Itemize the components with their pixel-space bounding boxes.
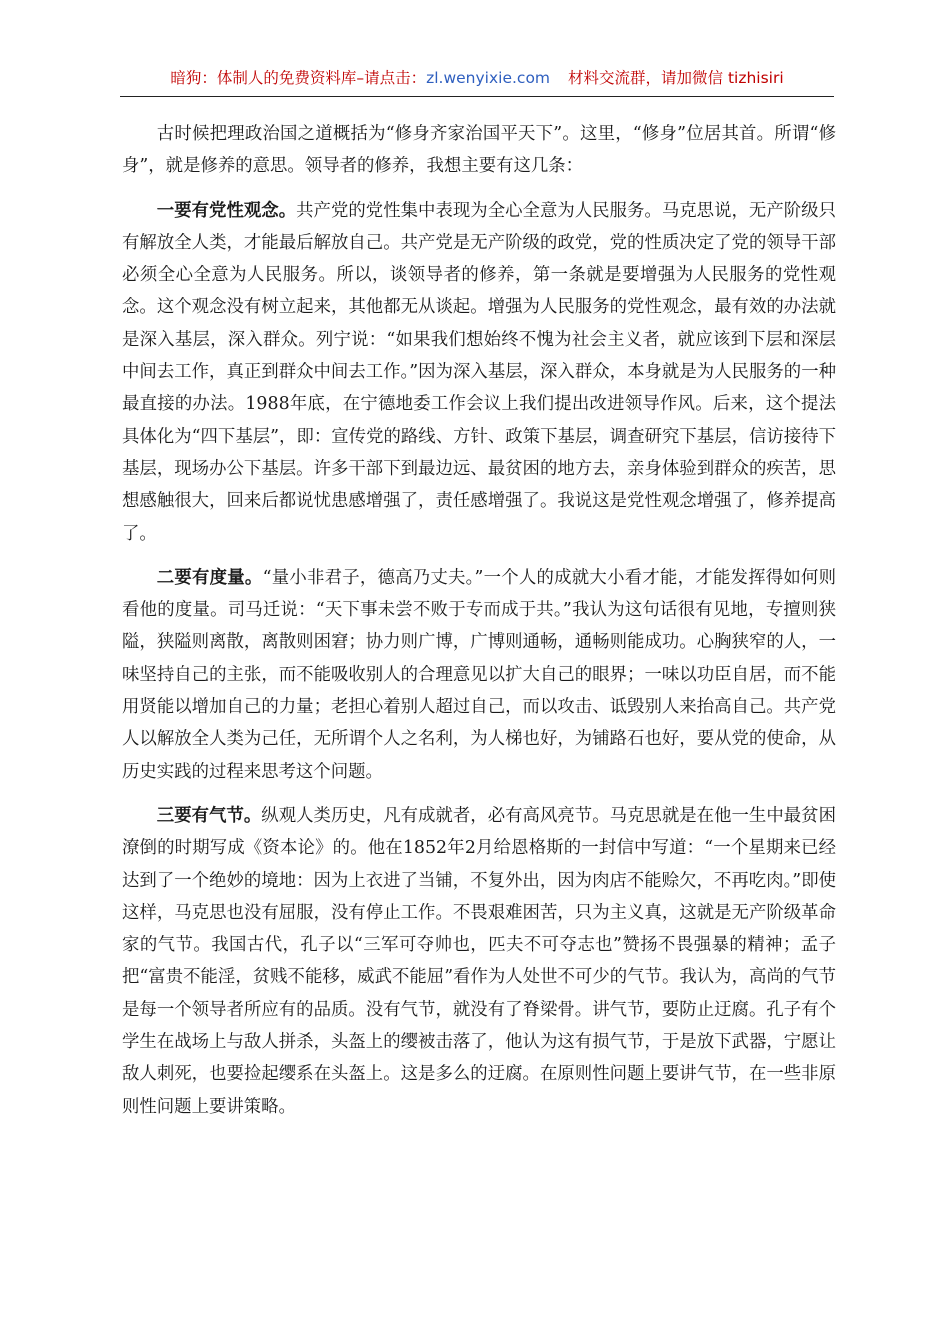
- paragraph-text: 共产党的党性集中表现为全心全意为人民服务。马克思说，无产阶级只有解放全人类，才能最后解放自己。共产党是无产阶级的政党，党的性质决定了党的领导干部必须全心全意为人民服务。所以，谈领导者的修养，第一条就是要增强为人民服务的党性观念。这个观念没有树立起来，其他都无从谈起。增强为人民服务的党性观念，最有效的办法就是深入基层，深入群众。列宁说：“如果我们想始终不愧为社会主义者，就应该到下层和深层中间去工作，真正到群众中间去工作。”因为深入基层，深入群众，本身就是为人民服务的一种最直接的办法。1988年底，在宁德地委工作会议上我们提出改进领导作风。后来，这个提法具体化为“四下基层”，即：宣传党的路线、方针、政策下基层，调查研究下基层，信访接待下基层，现场办公下基层。许多干部下到最边远、最贫困的地方去，亲身体验到群众的疾苦，思想感触很大，回来后都说忧患感增强了，责任感增强了。我说这是党性观念增强了，修养提高了。: [122, 200, 836, 544]
- paragraph-intro: [122, 118, 836, 183]
- header-cta: –请点击：: [356, 69, 427, 87]
- paragraph-lead: 二要有度量。: [156, 567, 263, 588]
- header-brand: 暗狗：体制人的免费资料库: [170, 69, 357, 87]
- paragraph-lead: 一要有党性观念。: [156, 200, 297, 221]
- paragraph-magnanimity: [122, 562, 836, 788]
- paragraph-lead: 三要有气节。: [156, 805, 262, 826]
- header-link[interactable]: zl.wenyixie.com: [426, 69, 551, 87]
- paragraph-party-spirit: [122, 195, 836, 550]
- header-contact: 材料交流群，请加微信 tizhisiri: [568, 69, 784, 87]
- article-body: [122, 118, 836, 1135]
- paragraph-integrity: [122, 800, 836, 1123]
- paragraph-text: 纵观人类历史，凡有成就者，必有高风亮节。马克思就是在他一生中最贫困潦倒的时期写成《资本论》的。他在1852年2月给恩格斯的一封信中写道：“一个星期来已经达到了一个绝妙的境地：因为上衣进了当铺，不复外出，因为肉店不能赊欠，不再吃肉。”即使这样，马克思也没有屈服，没有停止工作。不畏艰难困苦，只为主义真，这就是无产阶级革命家的气节。我国古代，孔子以“三军可夺帅也，匹夫不可夺志也”赞扬不畏强暴的精神；孟子把“富贵不能淫，贫贱不能移，威武不能屈”看作为人处世不可少的气节。我认为，高尚的气节是每一个领导者所应有的品质。没有气节，就没有了脊梁骨。讲气节，要防止迂腐。孔子有个学生在战场上与敌人拼杀，头盔上的缨被击落了，他认为这有损气节，于是放下武器，宁愿让敌人刺死，也要捡起缨系在头盔上。这是多么的迂腐。在原则性问题上要讲气节，在一些非原则性问题上要讲策略。: [122, 805, 836, 1117]
- paragraph-text: 古时候把理政治国之道概括为“修身齐家治国平天下”。这里，“修身”位居其首。所谓“修身”，就是修养的意思。领导者的修养，我想主要有这几条：: [122, 124, 836, 177]
- page-header: [120, 66, 834, 90]
- paragraph-text: “量小非君子，德高乃丈夫。”一个人的成就大小看才能，才能发挥得如何则看他的度量。司马迁说：“天下事未尝不败于专而成于共。”我认为这句话很有见地，专擅则狭隘，狭隘则离散，离散则困窘；协力则广博，广博则通畅，通畅则能成功。心胸狭窄的人，一味坚持自己的主张，而不能吸收别人的合理意见以扩大自己的眼界；一味以功臣自居，而不能用贤能以增加自己的力量；老担心着别人超过自己，而以攻击、诋毁别人来抬高自己。共产党人以解放全人类为己任，无所谓个人之名利，为人梯也好，为铺路石也好，要从党的使命，从历史实践的过程来思考这个问题。: [122, 567, 836, 782]
- header-divider: [120, 96, 834, 97]
